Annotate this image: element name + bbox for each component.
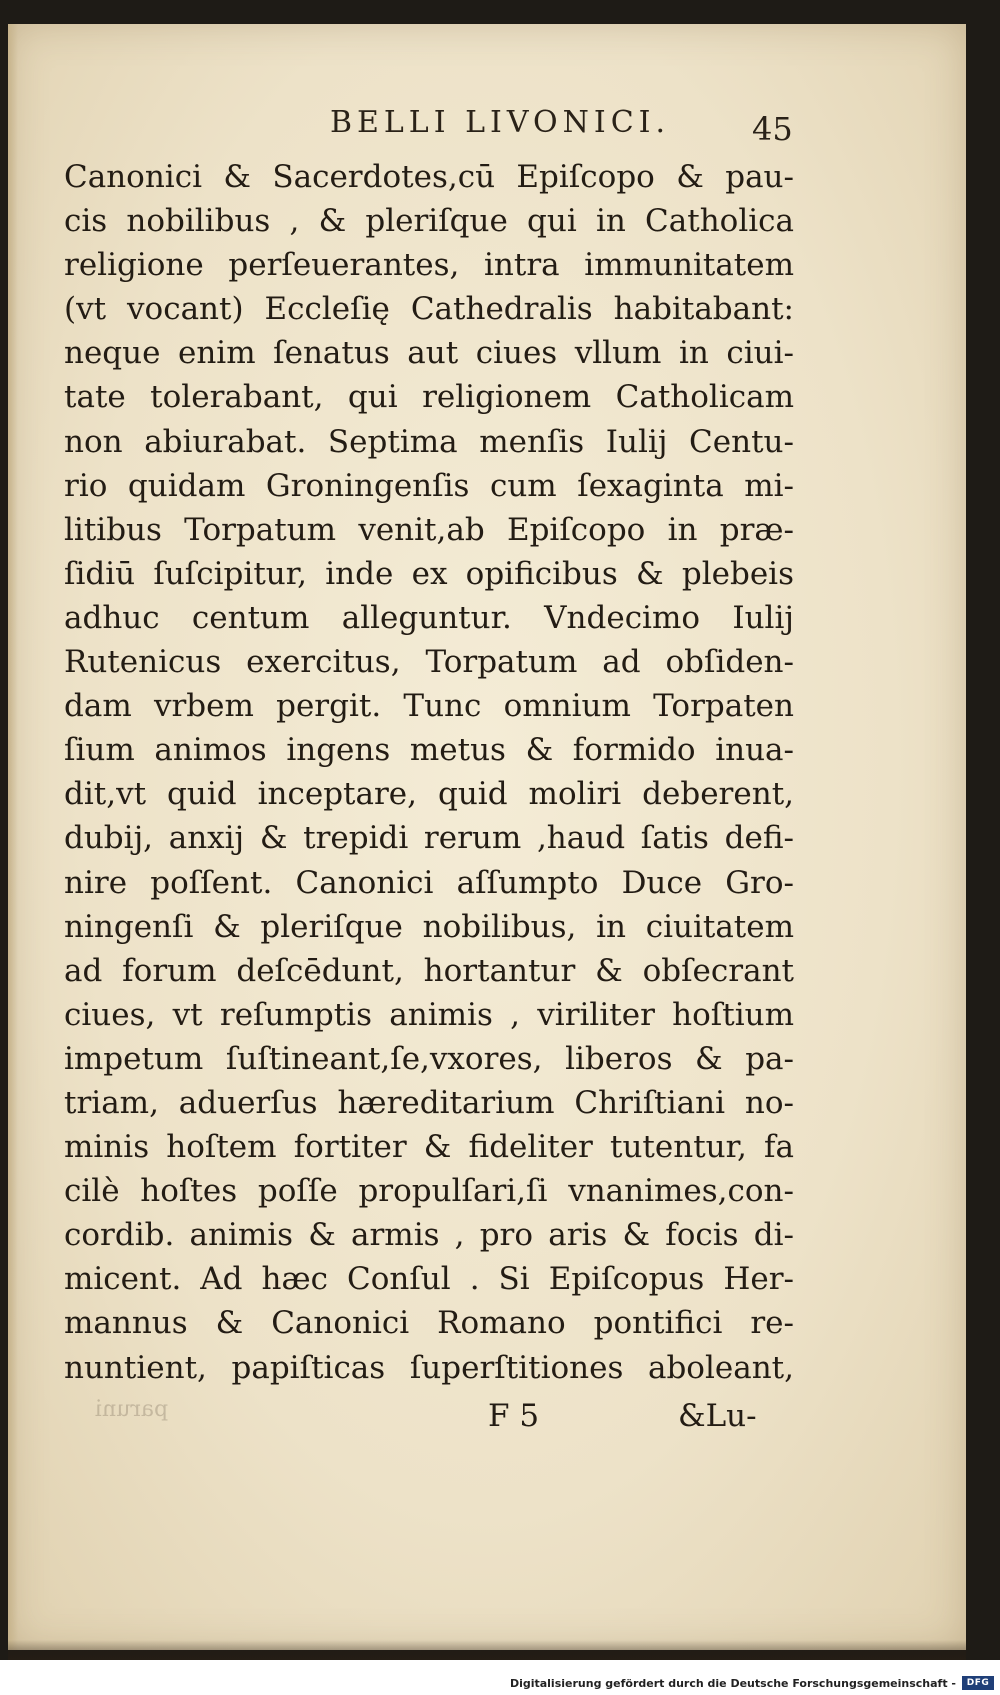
text-line: cis nobilibus , & pleriſque qui in Catholica <box>64 203 794 240</box>
text-line: dit,vt quid inceptare, quid moliri deberent, <box>64 776 794 813</box>
signature-mark: F 5 <box>488 1398 540 1434</box>
text-line: dam vrbem pergit. Tunc omnium Torpaten <box>64 688 794 725</box>
text-line: (vt vocant) Eccleſię Cathedralis habitabant: <box>64 291 794 328</box>
text-line: litibus Torpatum venit,ab Epiſcopo in præ- <box>64 511 794 548</box>
text-line: ningenſi & pleriſque nobilibus, in ciuitatem <box>64 908 794 945</box>
text-line: ciues, vt reſumptis animis , viriliter hoſtium <box>64 996 794 1033</box>
digitization-credit: Digitalisierung gefördert durch die Deutsche Forschungsgemeinschaft - <box>509 1677 956 1690</box>
text-line: tate tolerabant, qui religionem Catholicam <box>64 379 794 416</box>
page-number: 45 <box>752 110 793 148</box>
text-line: ad forum deſcēdunt, hortantur & obſecrant <box>64 952 794 989</box>
page-edge-left <box>8 24 18 1650</box>
text-line: mannus & Canonici Romano pontifici re- <box>64 1305 794 1342</box>
text-line: ſidiū ſuſcipitur, inde ex opificibus & plebeis <box>64 555 794 592</box>
text-line: religione perſeuerantes, intra immunitatem <box>64 247 794 284</box>
text-line: cilè hoſtes poſſe propulſari,ſi vnanimes,con- <box>64 1173 794 1210</box>
text-line: neque enim ſenatus aut ciues vllum in ciui- <box>64 335 794 372</box>
page-bottom-shadow <box>8 1640 966 1660</box>
text-line: nuntient, papiſticas ſuperſtitiones aboleant, <box>64 1349 794 1386</box>
text-line: dubij, anxij & trepidi rerum ,haud ſatis defi- <box>64 820 794 857</box>
text-line: impetum ſuſtineant,ſe,vxores, liberos & pa- <box>64 1040 794 1077</box>
text-line: Rutenicus exercitus, Torpatum ad obſiden- <box>64 644 794 681</box>
text-line: minis hoſtem fortiter & fideliter tutentur, fa <box>64 1129 794 1166</box>
bleed-through-text: paruni <box>95 1397 169 1422</box>
text-line: non abiurabat. Septima menſis Iulij Centu- <box>64 423 794 460</box>
catchword: &Lu- <box>678 1398 757 1434</box>
body-text <box>64 155 794 1390</box>
text-line: cordib. animis & armis , pro aris & focis di- <box>64 1217 794 1254</box>
text-line: triam, aduerſus hæreditarium Chriſtiani no- <box>64 1084 794 1121</box>
text-line: ſium animos ingens metus & formido inua- <box>64 732 794 769</box>
text-line: rio quidam Groningenſis cum ſexaginta mi- <box>64 467 794 504</box>
text-line: adhuc centum alleguntur. Vndecimo Iulij <box>64 599 794 636</box>
text-line: Canonici & Sacerdotes,cū Epiſcopo & pau- <box>64 159 794 195</box>
dfg-logo-icon: DFG <box>962 1676 994 1690</box>
text-line: nire poſſent. Canonici aſſumpto Duce Gro- <box>64 864 794 901</box>
running-head: BELLI LIVONICI. <box>329 105 671 140</box>
text-line: micent. Ad hæc Conſul . Si Epiſcopus Her- <box>64 1261 794 1298</box>
